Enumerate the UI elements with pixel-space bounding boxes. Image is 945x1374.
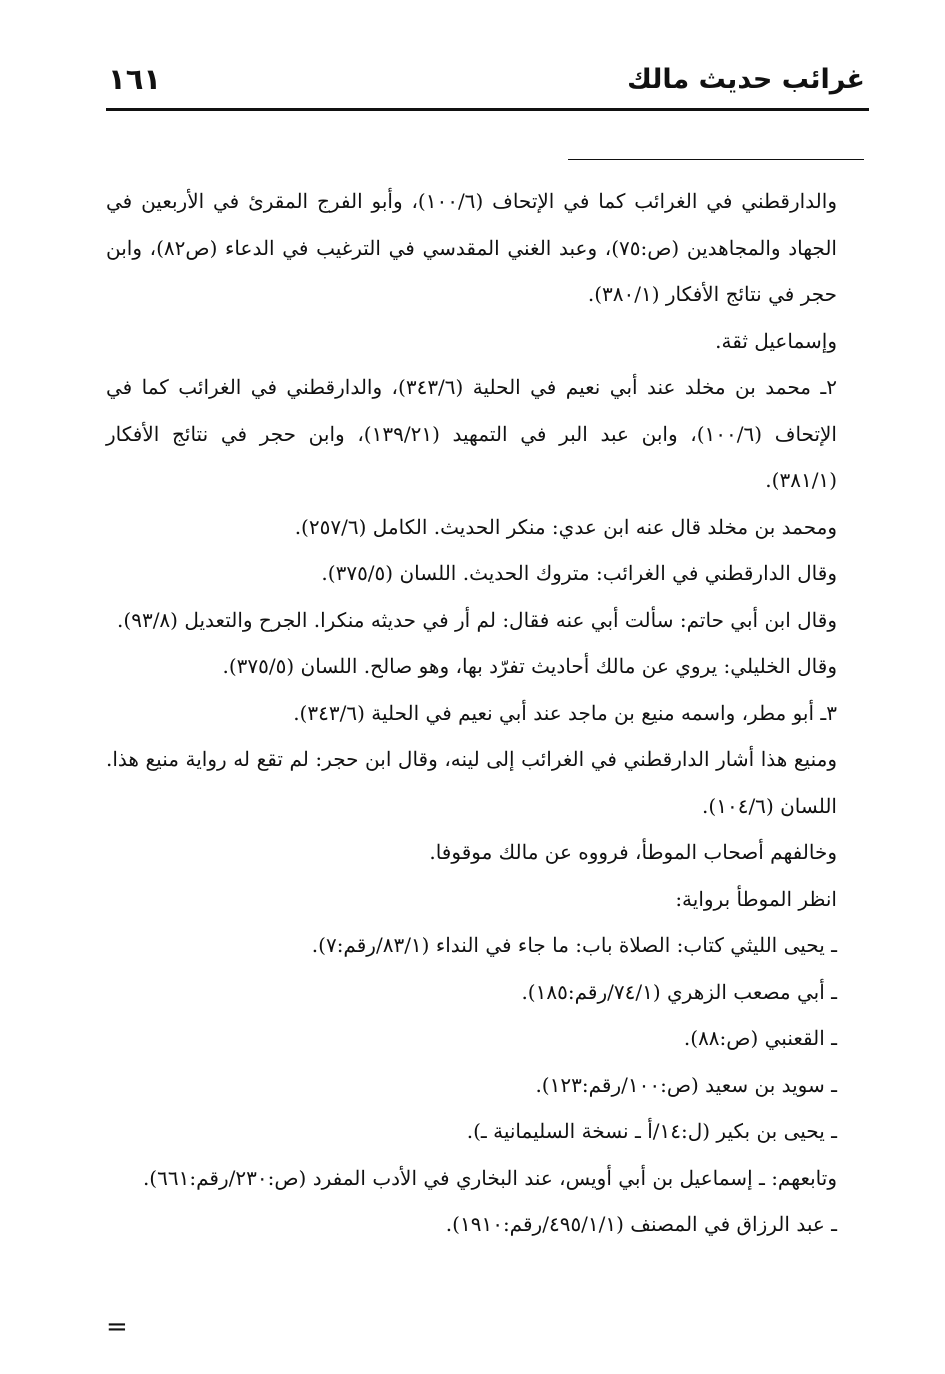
paragraph: وقال الخليلي: يروي عن مالك أحاديث تفرّد بها، وهو صالح. اللسان (٣٧٥/٥). [222,654,837,678]
list-item: ـ سويد بن سعيد (ص:١٠٠/رقم:١٢٣). [535,1072,837,1097]
paragraph: وإسماعيل ثقة. [715,328,837,353]
list-item: ـ عبد الرزاق في المصنف (٤٩٥/١/١/رقم:١٩١٠). [445,1212,837,1236]
footnote-separator [568,159,864,160]
paragraph: وتابعهم: ـ إسماعيل بن أبي أويس، عند البخاري في الأدب المفرد (ص:٢٣٠/رقم:٦٦١). [142,1165,837,1190]
paragraph: ومحمد بن مخلد قال عنه ابن عدي: منكر الحديث. الكامل (٢٥٧/٦). [294,514,837,539]
list-item: ـ أبي مصعب الزهري (٧٤/١/رقم:١٨٥). [521,979,837,1004]
paragraph: ٣ـ أبو مطر، واسمه منيع بن ماجد عند أبي نعيم في الحلية (٣٤٣/٦). [293,700,837,725]
page-body [106,178,837,1248]
paragraph: انظر الموطأ برواية: [675,886,837,911]
header-rule [106,108,869,111]
paragraph: والدارقطني في الغرائب كما في الإتحاف (١٠٠/٦)، وأبو الفرج المقرئ في الأربعين في الجهاد والمجاهدين (ص:٧٥)، وعبد الغني المقدسي في الترغيب في الدعاء (ص٨٢)، وابن حجر في نتائج الأفكار (٣٨٠/١). [106,189,837,306]
page-number: ١٦١ [108,62,162,96]
running-title: غرائب حديث مالك [627,64,865,95]
list-item: ـ يحيى بن بكير (ل:١٤/أ ـ نسخة السليمانية ـ). [466,1119,837,1143]
continuation-mark: = [106,1312,128,1342]
paragraph: ومنيع هذا أشار الدارقطني في الغرائب إلى لينه، وقال ابن حجر: لم تقع له رواية منيع هذا. اللسان (١٠٤/٦). [106,747,837,818]
list-item: ـ يحيى الليثي كتاب: الصلاة باب: ما جاء في النداء (٨٣/١/رقم:٧). [311,933,837,957]
paragraph: وخالفهم أصحاب الموطأ، فرووه عن مالك موقوفا. [429,840,837,864]
list-item: ـ القعنبي (ص:٨٨). [683,1026,837,1050]
paragraph: ٢ـ محمد بن مخلد عند أبي نعيم في الحلية (٣٤٣/٦)، والدارقطني في الغرائب كما في الإتحاف (١٠٠/٦)، وابن عبد البر في التمهيد (١٣٩/٢١)، وابن حجر في نتائج الأفكار (٣٨١/١). [106,375,837,492]
paragraph: وقال ابن أبي حاتم: سألت أبي عنه فقال: لم أر في حديثه منكرا. الجرح والتعديل (٩٣/٨). [117,607,837,632]
paragraph: وقال الدارقطني في الغرائب: متروك الحديث. اللسان (٣٧٥/٥). [321,561,837,585]
